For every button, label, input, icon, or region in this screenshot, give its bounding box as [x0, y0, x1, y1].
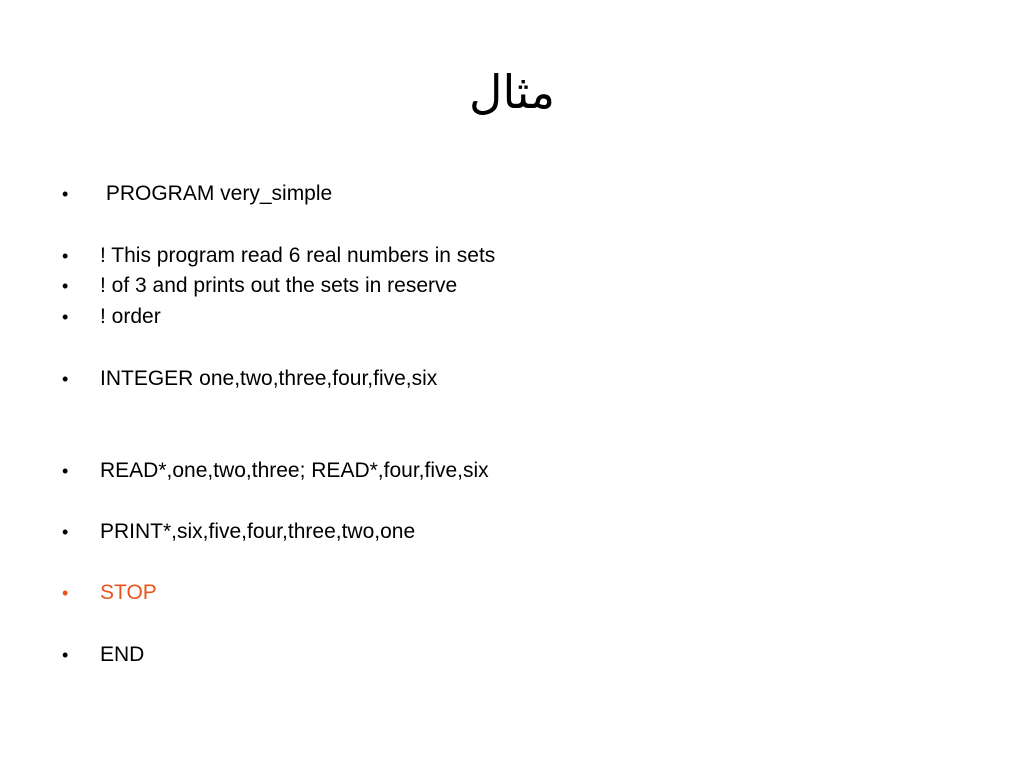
bullet-icon: • — [62, 644, 69, 665]
bullet-item — [62, 302, 161, 332]
bullet-item — [62, 517, 415, 547]
bullet-text: ! of 3 and prints out the sets in reserve — [100, 274, 458, 297]
bullet-text: READ*,one,two,three; READ*,four,five,six — [100, 459, 489, 482]
bullet-icon: • — [62, 306, 69, 327]
bullet-item-stop — [62, 578, 157, 608]
bullet-icon: • — [62, 183, 69, 204]
bullet-icon: • — [62, 521, 69, 542]
bullet-text: ! This program read 6 real numbers in sets — [100, 244, 496, 267]
bullet-icon: • — [62, 368, 69, 389]
bullet-icon: • — [62, 582, 69, 603]
bullet-text: PROGRAM very_simple — [100, 182, 333, 205]
slide-title: مثال — [469, 65, 555, 119]
bullet-item — [62, 241, 495, 271]
bullet-item — [62, 179, 332, 209]
bullet-icon: • — [62, 245, 69, 266]
bullet-text: STOP — [100, 581, 157, 604]
bullet-icon: • — [62, 460, 69, 481]
bullet-text: PRINT*,six,five,four,three,two,one — [100, 520, 416, 543]
bullet-item — [62, 456, 489, 486]
bullet-text: END — [100, 643, 145, 666]
bullet-icon: • — [62, 275, 69, 296]
bullet-item — [62, 640, 144, 670]
bullet-text: INTEGER one,two,three,four,five,six — [100, 367, 438, 390]
bullet-item — [62, 364, 437, 394]
bullet-item — [62, 271, 457, 301]
bullet-text: ! order — [100, 305, 161, 328]
